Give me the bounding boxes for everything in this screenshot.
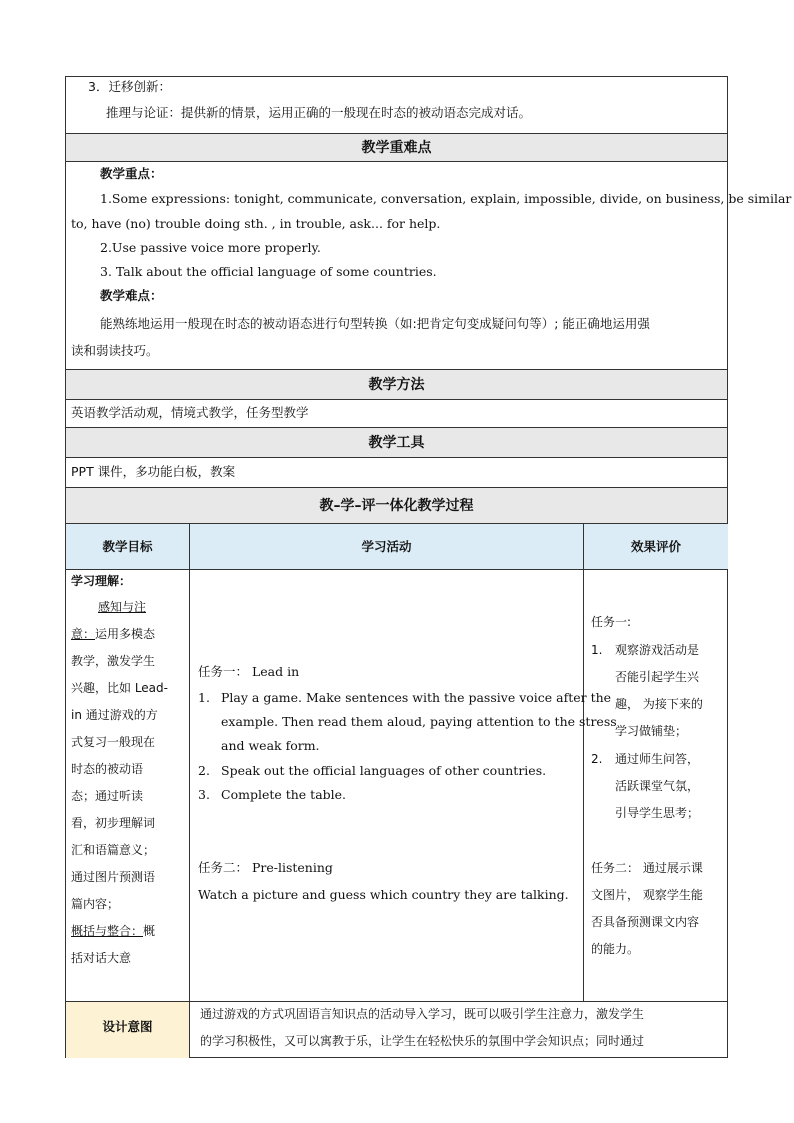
process-content-row: [65, 569, 728, 1001]
section-title-methods: 教学方法: [65, 369, 728, 399]
goal-line: 汇和语篇意义；: [71, 843, 156, 857]
item1-number: 1.: [198, 690, 210, 705]
eval-line: 活跃课堂气氛，: [615, 779, 700, 793]
section-title-key-points: 教学重难点: [65, 133, 728, 161]
point2: 2.Use passive voice more properly.: [100, 240, 321, 255]
goal-line: 意：运用多模态: [71, 627, 156, 641]
difficulty-label: 教学难点：: [100, 288, 163, 303]
goal-line: 态；通过听读: [71, 789, 144, 803]
eval-line: 趣， 为接下来的: [615, 697, 703, 711]
goal-line: 括对话大意: [71, 951, 132, 965]
methods-block: [65, 399, 728, 427]
tools-text: PPT 课件，多功能白板，教案: [71, 464, 236, 479]
eval-line: 引导学生思考；: [615, 806, 700, 820]
col-goal-header: 教学目标: [66, 524, 190, 569]
goal-line: 通过图片预测语: [71, 870, 156, 884]
eval-line: 否能引起学生兴: [615, 670, 700, 684]
innovation-block: [65, 76, 728, 133]
eval-task1-title: 任务一:: [591, 615, 632, 629]
section-title-process: 教–学–评一体化教学过程: [65, 487, 728, 523]
goal-line: 时态的被动语: [71, 762, 144, 776]
goal-line: 教学，激发学生: [71, 654, 156, 668]
key-points-block: [65, 161, 792, 369]
eval-line: 文图片， 观察学生能: [591, 888, 703, 902]
eval-line: 任务二： 通过展示课: [591, 861, 703, 875]
eval-line: 学习做铺垫；: [615, 724, 688, 738]
design-label: 设计意图: [66, 1002, 190, 1058]
goal-cell: [66, 570, 190, 1001]
task2-title: 任务二： Pre-listening: [198, 860, 333, 875]
item3-number: 3.: [198, 787, 210, 802]
design-line1: 通过游戏的方式巩固语言知识点的活动导入学习，既可以吸引学生注意力，激发学生: [200, 1007, 645, 1021]
task2-text: Watch a picture and guess which country they are talking.: [198, 887, 569, 902]
design-line2: 的学习积极性，又可以寓教于乐，让学生在轻松快乐的氛围中学会知识点；同时通过: [200, 1034, 645, 1048]
goal-line: 看，初步理解词: [71, 816, 156, 830]
item3-text: 推理与论证：提供新的情景，运用正确的一般现在时态的被动语态完成对话。: [106, 105, 532, 120]
eval-line: 的能力。: [591, 942, 640, 956]
col-eval-header: 效果评价: [584, 524, 728, 569]
goal-line: 感知与注: [98, 600, 147, 614]
difficulty-line2: 读和弱读技巧。: [71, 343, 159, 358]
tools-block: [65, 457, 728, 487]
col-activity-header: 学习活动: [190, 524, 584, 569]
point3: 3. Talk about the official language of some countries.: [100, 264, 437, 279]
point1-line2: to, have (no) trouble doing sth. , in trouble, ask... for help.: [71, 216, 441, 231]
goal-line: 兴趣，比如 Lead-: [71, 681, 168, 695]
design-row: [65, 1001, 728, 1058]
goal-line: 式复习一般现在: [71, 735, 156, 749]
eval-line: 否具备预测课文内容: [591, 915, 700, 929]
focus-label: 教学重点：: [100, 166, 163, 181]
eval-item1-number: 1.: [591, 643, 603, 657]
eval-item2-number: 2.: [591, 752, 603, 766]
item2-text: Speak out the official languages of other countries.: [221, 763, 547, 778]
point1-line1: 1.Some expressions: tonight, communicate, conversation, explain, impossible, divide, on business, be similar: [100, 191, 792, 206]
goal-line: 概括与整合：概: [71, 924, 156, 938]
section-title-tools: 教学工具: [65, 427, 728, 457]
item3-heading: 3．迁移创新：: [88, 79, 171, 94]
goal-line: 篇内容；: [71, 897, 120, 911]
difficulty-line1: 能熟练地运用一般现在时态的被动语态进行句型转换（如:把肯定句变成疑问句等）; 能正确地运用强: [100, 316, 650, 331]
task1-title: 任务一： Lead in: [198, 664, 300, 679]
item2-number: 2.: [198, 763, 210, 778]
eval-line: 通过师生问答，: [615, 752, 700, 766]
item1-line3: and weak form.: [221, 738, 320, 753]
item3-text: Complete the table.: [221, 787, 347, 802]
item1-line2: example. Then read them aloud, paying attention to the stress: [221, 714, 617, 729]
goal-line: in 通过游戏的方: [71, 708, 158, 722]
methods-text: 英语教学活动观，情境式教学，任务型教学: [71, 405, 309, 420]
process-header-row: [65, 523, 728, 569]
item1-line1: Play a game. Make sentences with the passive voice after the: [221, 690, 612, 705]
eval-line: 观察游戏活动是: [615, 643, 700, 657]
goal-heading: 学习理解：: [71, 574, 132, 588]
eval-cell: [584, 570, 728, 1001]
